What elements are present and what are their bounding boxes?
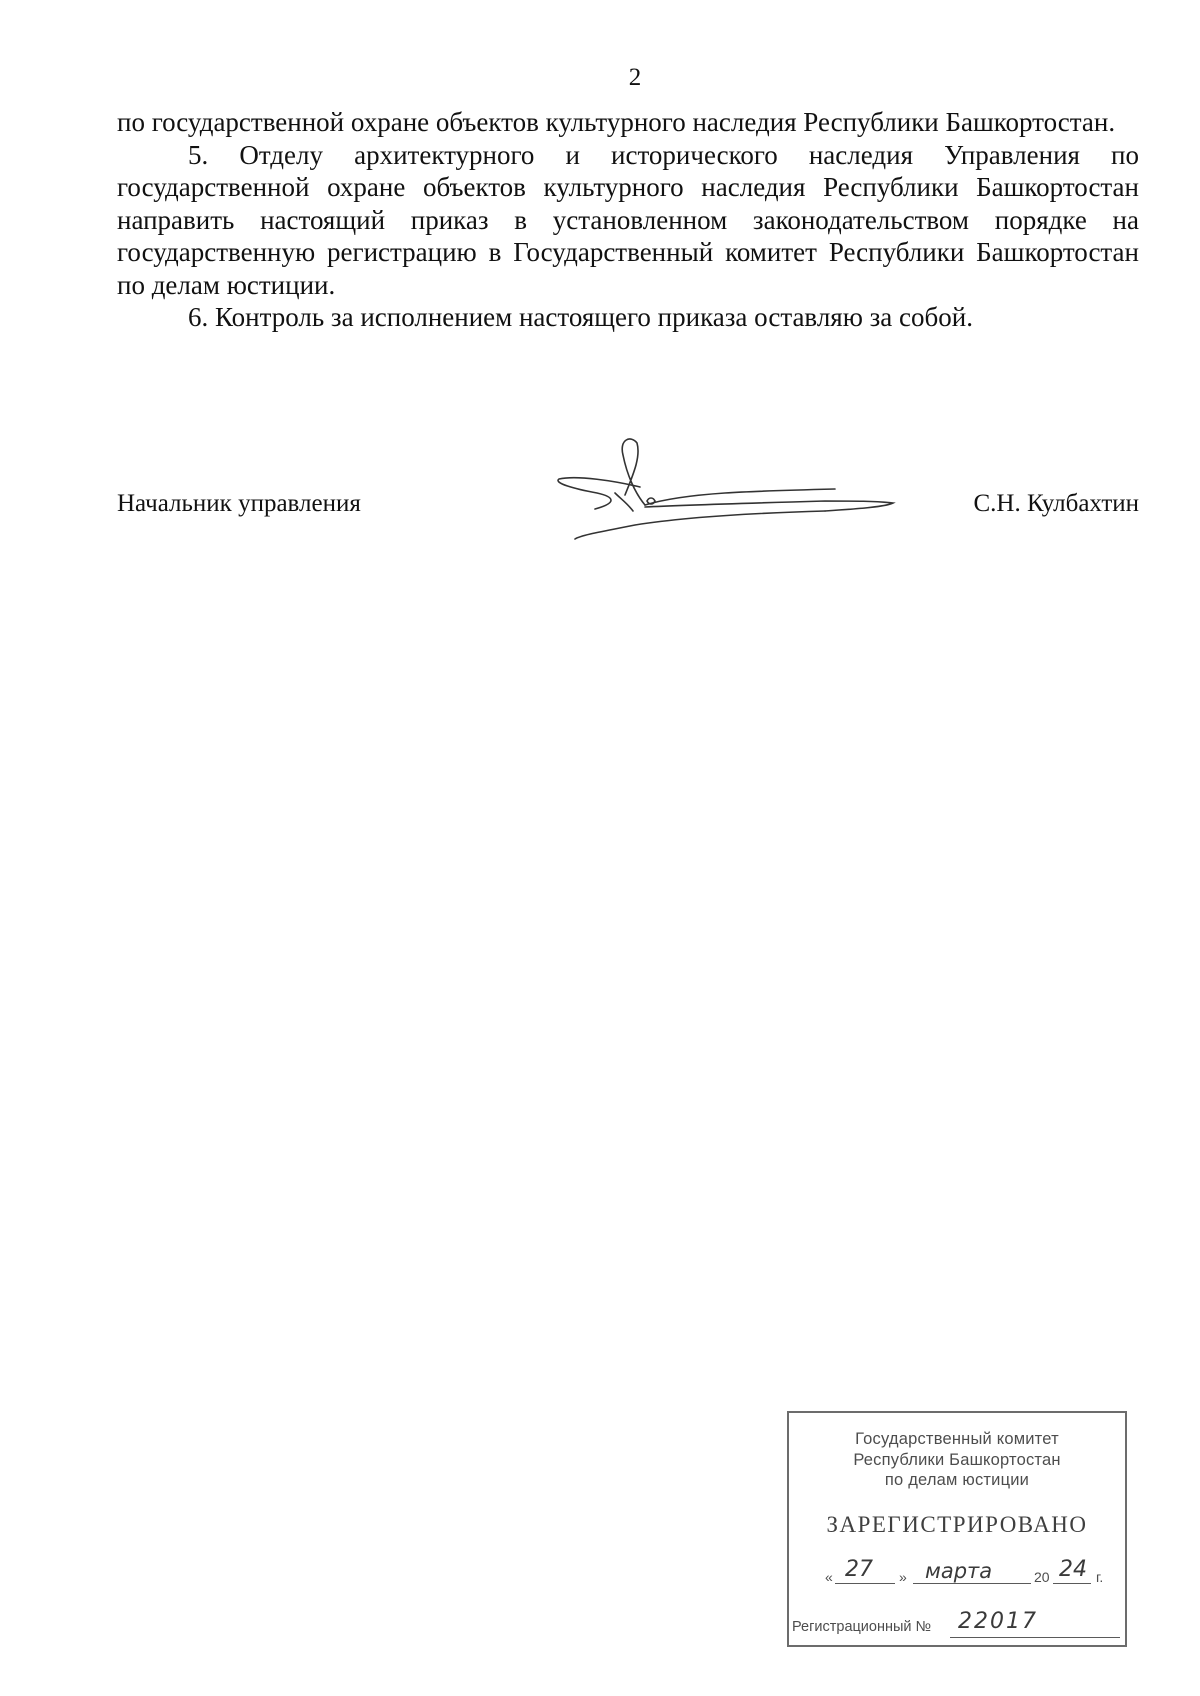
stamp-org-line: Государственный комитет bbox=[855, 1430, 1059, 1448]
page-number: 2 bbox=[628, 64, 642, 91]
date-year-suffix: 24 bbox=[1059, 1557, 1087, 1582]
date-month: марта bbox=[925, 1559, 993, 1583]
day-underline bbox=[835, 1583, 895, 1584]
stamp-organization bbox=[789, 1429, 1125, 1491]
year-underline bbox=[1053, 1583, 1091, 1584]
date-close-quote: » bbox=[899, 1569, 907, 1585]
date-year-prefix: 20 bbox=[1034, 1569, 1050, 1585]
paragraph-continuation: по государственной охране объектов культурного наследия Республики Башкортостан. bbox=[117, 107, 1116, 137]
month-underline bbox=[913, 1583, 1031, 1584]
stamp-date bbox=[825, 1557, 1115, 1591]
date-day: 27 bbox=[845, 1557, 873, 1582]
stamp-org-line: Республики Башкортостан bbox=[853, 1450, 1061, 1469]
reg-number-underline bbox=[950, 1637, 1120, 1638]
stamp-title: ЗАРЕГИСТРИРОВАНО bbox=[826, 1512, 1088, 1537]
signatory-position: Начальник управления bbox=[117, 490, 361, 517]
paragraph-item-5: 5. Отделу архитектурного и исторического наследия Управления по государственной охране объектов культурного наследия Республики Башкортостан направить настоящий приказ в установленном законодательством порядке на государственную регистрацию в Государственный комитет Республики Башкортостан по делам юстиции. bbox=[117, 139, 1139, 300]
registration-stamp bbox=[787, 1411, 1127, 1647]
signatory-name: С.Н. Кулбахтин bbox=[973, 490, 1139, 517]
stamp-registration-number bbox=[792, 1609, 1122, 1641]
paragraph-item-6: 6. Контроль за исполнением настоящего приказа оставляю за собой. bbox=[188, 302, 973, 332]
stamp-org-line: по делам юстиции bbox=[884, 1471, 1030, 1489]
date-year-unit: г. bbox=[1096, 1569, 1104, 1585]
date-open-quote: « bbox=[825, 1569, 833, 1585]
document-body bbox=[117, 106, 1139, 334]
reg-number-value: 22017 bbox=[958, 1609, 1038, 1634]
handwritten-signature bbox=[555, 435, 915, 545]
reg-number-label: Регистрационный № bbox=[792, 1619, 932, 1635]
